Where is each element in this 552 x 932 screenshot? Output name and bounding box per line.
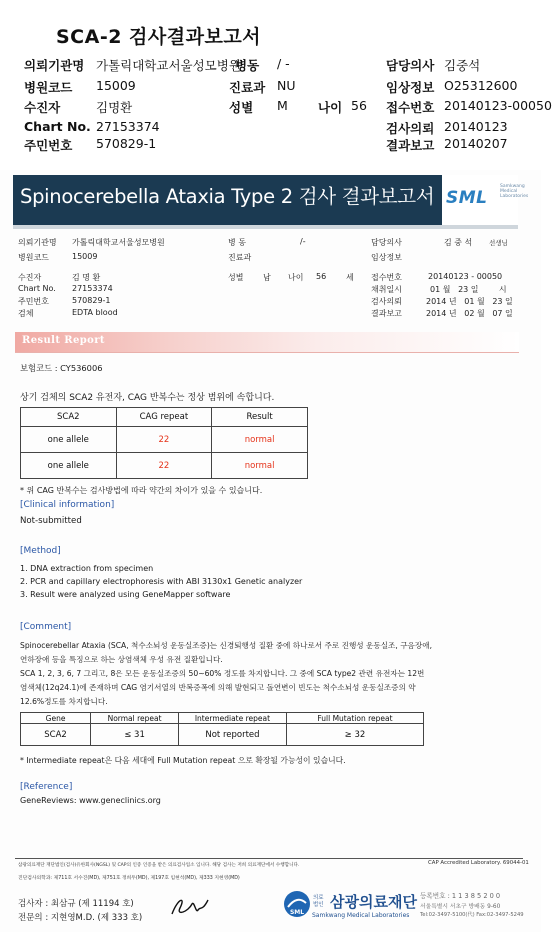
table-row <box>21 724 424 746</box>
scan-value-ward: /- <box>300 237 306 246</box>
result-table <box>20 407 308 479</box>
value-patient: 김명환 <box>96 100 133 115</box>
comment-line: 염색체(12q24.1)에 존재하며 CAG 염기서열의 반복증폭에 의해 발현되고 돌연변이 빈도는 척수소뇌성 운동실조증의 약 <box>20 683 416 692</box>
scan-label-requester: 의뢰기관명 <box>18 238 57 247</box>
range-cell-gene: SCA2 <box>21 724 91 746</box>
value-reception-no: 20140123-00050 <box>444 98 552 113</box>
scan-value-age: 56 <box>316 272 327 281</box>
label-resident-no: 주민번호 <box>24 138 73 153</box>
footer-address: 서울특별시 서초구 방배동 9-60 <box>420 904 501 910</box>
value-doctor: 김중석 <box>444 58 481 73</box>
scan-label-hospital-code: 병원코드 <box>18 253 49 262</box>
method-heading: [Method] <box>20 546 61 556</box>
result-report-divider <box>15 352 519 353</box>
scan-value-sex: 남 <box>263 273 271 282</box>
label-department: 진료과 <box>229 80 266 95</box>
value-hospital-code: 15009 <box>96 78 136 93</box>
sml-logo: SML <box>446 188 488 208</box>
footer-lab-doctors: 진단검사의학과: 제711호 서수진(MD), 제751호 정희두(MD), 제197호 임현석(MD), 제333 지현영(MD) <box>18 876 240 881</box>
result-cell-allele: one allele <box>21 427 117 453</box>
scanned-report <box>0 170 541 932</box>
foundation-logo-icon <box>282 889 312 919</box>
result-cell-repeat: 22 <box>116 427 212 453</box>
footer-certification: 삼광의료재단 재단법인(검사)유한회사(NGSL) 및 CAP의 인증 인증을 받은 의료검사업소 입니다. 해당 검사는 저희 의료재단에서 수행합니다. <box>18 863 300 868</box>
method-item: 3. Result were analyzed using GeneMapper software <box>20 590 231 599</box>
result-header-cag: CAG repeat <box>116 408 212 427</box>
scan-label-chart-no: Chart No. <box>18 284 56 293</box>
footer-phone: Tel:02-3497-5100(代) Fax:02-3497-5249 <box>420 912 524 918</box>
label-requester: 의뢰기관명 <box>24 58 85 73</box>
range-header-intermediate: Intermediate repeat <box>179 713 287 724</box>
scan-label-report: 결과보고 <box>371 309 402 318</box>
footer-specialist: 전문의 : 지현영M.D. (제 333 호) <box>18 913 143 923</box>
sml-logo-tagline: Samkwang Medical Laboratories <box>500 184 529 199</box>
scan-label-sex: 성별 <box>228 273 244 282</box>
foundation-english-name: Samkwang Medical Laboratories <box>312 912 410 919</box>
value-sex: M <box>277 98 288 113</box>
page-title: SCA-2 검사결과보고서 <box>56 26 262 48</box>
value-department: NU <box>277 78 296 93</box>
clinical-heading: [Clinical information] <box>20 500 115 510</box>
scan-value-collection: 01 월 23 일 시 <box>430 285 507 294</box>
scan-label-ward: 병 동 <box>228 238 246 247</box>
label-doctor: 담당의사 <box>386 58 435 73</box>
comment-line: 연하장애 등을 특징으로 하는 상염색체 우성 유전 질환입니다. <box>20 655 223 664</box>
footer-divider <box>15 858 523 859</box>
scan-label-collection: 채취일시 <box>371 285 402 294</box>
value-clinical-info: O25312600 <box>444 78 518 93</box>
result-header-gene: SCA2 <box>21 408 117 427</box>
reference-value: GeneReviews: www.geneclinics.org <box>20 796 161 805</box>
result-cell-repeat: 22 <box>116 453 212 479</box>
scan-label-reception-no: 접수번호 <box>371 273 402 282</box>
result-cell-status: normal <box>212 427 308 453</box>
result-header-result: Result <box>212 408 308 427</box>
range-header-full: Full Mutation repeat <box>286 713 423 724</box>
scan-value-requester: 가톨릭대학교서울성모병원 <box>72 238 165 247</box>
scan-label-doctor: 담당의사 <box>371 238 402 247</box>
label-request-date: 검사의뢰 <box>386 121 435 136</box>
table-note: * 위 CAG 반복수는 검사방법에 따라 약간의 차이가 있을 수 있습니다. <box>20 486 263 495</box>
result-summary: 상기 검체의 SCA2 유전자, CAG 반복수는 정상 범위에 속합니다. <box>20 393 275 403</box>
label-sex: 성별 <box>229 100 254 115</box>
value-age: 56 <box>351 98 367 113</box>
scan-label-request: 검사의뢰 <box>371 297 402 306</box>
signature <box>168 892 212 922</box>
comment-heading: [Comment] <box>20 622 72 632</box>
repeat-range-table <box>20 712 424 746</box>
scan-label-patient: 수진자 <box>18 273 42 282</box>
range-cell-full: ≥ 32 <box>286 724 423 746</box>
value-requester: 가톨릭대학교서울성모병원 <box>96 58 241 73</box>
range-note: * Intermediate repeat은 다음 세대에 Full Mutation repeat 으로 확장될 가능성이 있습니다. <box>20 756 346 765</box>
comment-line: 12.6%정도를 차지합니다. <box>20 697 108 706</box>
scan-value-doctor-suffix: 선생님 <box>489 239 508 247</box>
label-ward: 병동 <box>235 58 260 73</box>
scan-label-specimen: 검체 <box>18 309 34 318</box>
label-report-date: 결과보고 <box>386 138 435 153</box>
reference-heading: [Reference] <box>20 782 73 792</box>
comment-line: SCA 1, 2, 3, 6, 7 그리고, 8은 모든 운동실조증의 50~60% 정도를 차지합니다. 그 중에 SCA type2 관련 유전자는 12번 <box>20 669 425 678</box>
scan-value-doctor: 김 중 석 <box>444 238 473 247</box>
scan-label-resident-no: 주민번호 <box>18 297 49 306</box>
range-cell-intermediate: Not reported <box>179 724 287 746</box>
scan-value-hospital-code: 15009 <box>72 252 98 261</box>
value-request-date: 20140123 <box>444 119 508 134</box>
result-cell-allele: one allele <box>21 453 117 479</box>
result-cell-status: normal <box>212 453 308 479</box>
table-row <box>21 427 308 453</box>
value-report-date: 20140207 <box>444 136 508 151</box>
comment-line: Spinocerebellar Ataxia (SCA, 척수소뇌성 운동실조증)는 신경퇴행성 질환 중에 하나로서 주로 진행성 운동실조, 구음장애, <box>20 641 432 650</box>
scan-value-request: 2014 년 01 월 23 일 <box>426 297 513 306</box>
scan-value-resident-no: 570829-1 <box>72 296 111 305</box>
scan-value-age-unit: 세 <box>346 273 354 282</box>
svg-text:SML: SML <box>289 909 305 916</box>
value-ward: / - <box>277 56 290 71</box>
footer-cap: CAP Accredited Laboratory. 69044-01 <box>428 860 529 866</box>
foundation-name: 삼광의료재단 <box>330 893 417 911</box>
value-chart-no: 27153374 <box>96 119 160 134</box>
range-header-normal: Normal repeat <box>91 713 179 724</box>
label-reception-no: 접수번호 <box>386 100 435 115</box>
label-age: 나이 <box>318 100 343 115</box>
foundation-small-label: 의료법인 <box>313 895 324 908</box>
footer-examiner: 검사자 : 최삼규 (제 11194 호) <box>18 899 134 909</box>
scan-value-specimen: EDTA blood <box>72 308 118 317</box>
scan-value-patient: 김 명 환 <box>72 273 101 282</box>
method-item: 1. DNA extraction from specimen <box>20 564 154 573</box>
accession-code: 보험코드 : CY536006 <box>20 363 103 373</box>
label-chart-no: Chart No. <box>24 119 91 134</box>
report-banner-title: Spinocerebella Ataxia Type 2 검사 결과보고서 <box>20 185 435 208</box>
scan-label-department: 진료과 <box>228 253 252 262</box>
result-report-label: Result Report <box>22 335 105 346</box>
scan-value-report: 2014 년 02 월 07 일 <box>426 309 513 318</box>
range-header-gene: Gene <box>21 713 91 724</box>
table-row <box>21 453 308 479</box>
scan-value-chart-no: 27153374 <box>72 284 113 293</box>
label-clinical-info: 임상정보 <box>386 80 435 95</box>
scan-label-age: 나이 <box>288 273 304 282</box>
scan-value-reception-no: 20140123 - 00050 <box>428 272 503 281</box>
clinical-value: Not-submitted <box>20 516 82 526</box>
scan-label-clinical-info: 임상정보 <box>371 253 402 262</box>
label-patient: 수진자 <box>24 100 61 115</box>
label-hospital-code: 병원코드 <box>24 80 73 95</box>
footer-registration: 등록번호 : 1 1 3 8 5 2 0 0 <box>420 892 501 900</box>
method-item: 2. PCR and capillary electrophoresis with ABI 3130x1 Genetic analyzer <box>20 577 303 586</box>
range-cell-normal: ≤ 31 <box>91 724 179 746</box>
value-resident-no: 570829-1 <box>96 136 157 151</box>
